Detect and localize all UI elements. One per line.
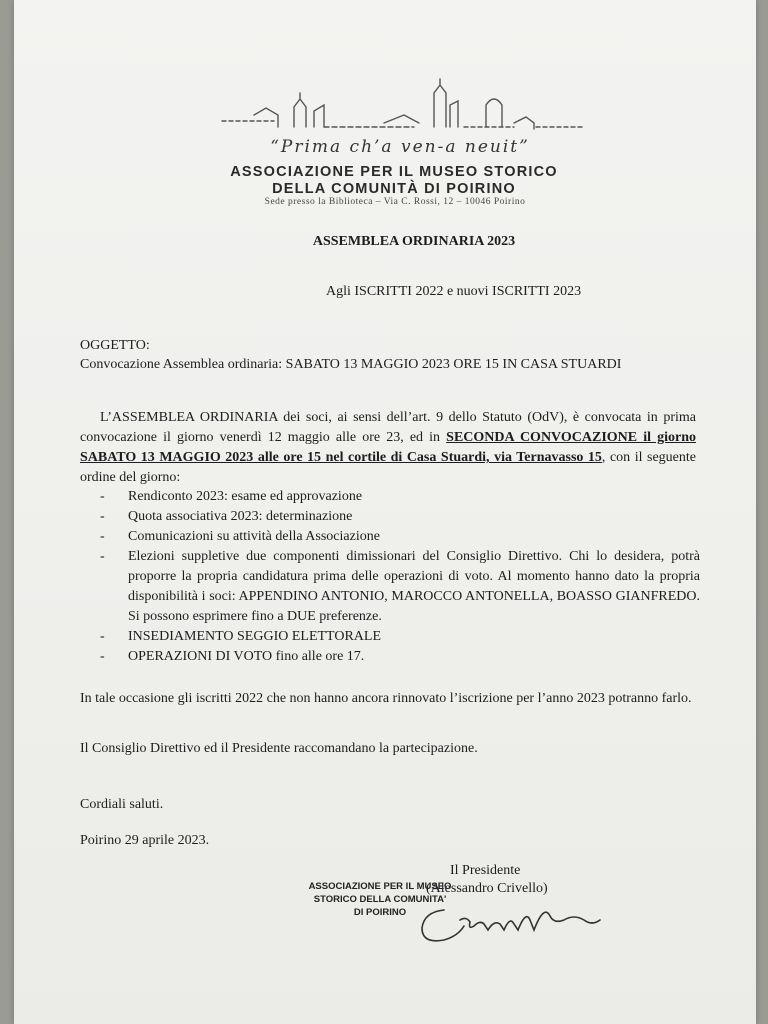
agenda-list (100, 487, 700, 667)
village-skyline-icon (214, 75, 604, 135)
document-page (14, 0, 756, 1024)
recommendation: Il Consiglio Direttivo ed il Presidente raccomandano la partecipazione. (80, 741, 478, 756)
recipients-line: Agli ISCRITTI 2022 e nuovi ISCRITTI 2023 (326, 284, 582, 299)
agenda-item: - Comunicazioni su attività della Associazione (100, 529, 380, 544)
subject-text: Convocazione Assemblea ordinaria: SABATO 13 MAGGIO 2023 ORE 15 IN CASA STUARDI (80, 357, 622, 372)
agenda-item: - OPERAZIONI DI VOTO fino alle ore 17. (100, 649, 365, 664)
second-convocation: SECONDA CONVOCAZIONE il giorno SABATO 13 MAGGIO 2023 alle ore 15 nel cortile di Casa Stuardi, via Ternavasso 15 (80, 430, 697, 465)
association-address: Sede presso la Biblioteca – Via C. Rossi, 12 – 10046 Poirino (264, 197, 526, 207)
agenda-item: - Quota associativa 2023: determinazione (100, 509, 353, 524)
agenda-item: - Rendiconto 2023: esame ed approvazione (100, 489, 363, 504)
convocation-after: , con il seguente ordine del giorno: (80, 450, 696, 485)
renewal-note: In tale occasione gli iscritti 2022 che non hanno ancora rinnovato l’iscrizione per l’anno 2023 potranno farlo. (80, 691, 692, 706)
agenda-item: - Elezioni suppletive due componenti dimissionari del Consiglio Direttivo. Chi lo desidera, potrà proporre la propria candidatura prima delle operazioni di voto. Al momento hanno dato la propria disponibilità i soci: APPENDINO ANTONIO, MAROCCO ANTONELLA, BOASSO GIANFREDO. Si possono esprimere fino a DUE preferenze. (100, 549, 700, 624)
convocation-intro: L’ASSEMBLEA ORDINARIA dei soci, ai sensi dell’art. 9 dello Statuto (OdV), è convocata in prima convocazione il giorno venerdì 12 maggio alle ore 23, ed in (80, 410, 696, 445)
association-name-line2: DELLA COMUNITÀ DI POIRINO (272, 181, 516, 197)
association-name-line1: ASSOCIAZIONE PER IL MUSEO STORICO (230, 164, 558, 180)
agenda-item: - INSEDIAMENTO SEGGIO ELETTORALE (100, 629, 382, 644)
place-date: Poirino 29 aprile 2023. (80, 833, 210, 848)
document-title: ASSEMBLEA ORDINARIA 2023 (312, 234, 516, 249)
closing: Cordiali saluti. (80, 797, 164, 812)
president-role: Il Presidente (450, 863, 521, 878)
association-motto: “Prima ch’a ven-a neuit” (270, 137, 530, 157)
handwritten-signature-icon (414, 890, 634, 950)
president-name: (Alessandro Crivello) (426, 881, 548, 896)
convocation-paragraph (80, 408, 696, 488)
association-stamp: ASSOCIAZIONE PER IL MUSEO STORICO DELLA COMUNITA' DI POIRINO (308, 881, 452, 918)
subject-label: OGGETTO: (80, 338, 150, 353)
